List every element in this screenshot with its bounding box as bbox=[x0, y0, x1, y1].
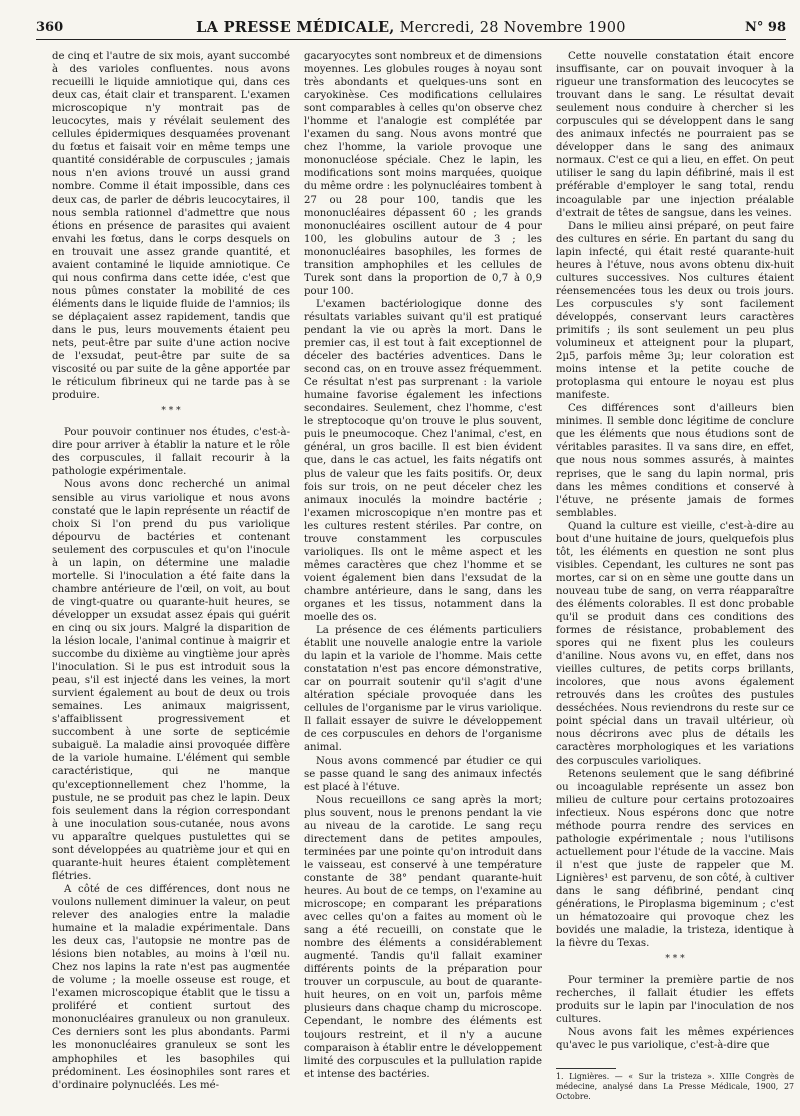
journal-title bbox=[36, 19, 786, 36]
footnote bbox=[556, 1068, 794, 1102]
page-header bbox=[36, 18, 786, 40]
paragraph: Nous avons fait les mêmes expériences qu'avec le pus variolique, c'est-à-dire que bbox=[556, 1027, 794, 1052]
paragraph: Nous avons donc recherché un animal sensible au virus variolique et nous avons constaté que le lapin représente un réactif de choix Si l'on prend du pus variolique dépourvu de bactéries et contenant seulement des corpuscules et qu'on l'inocule à un lapin, on détermine une maladie mortelle. Si l'inoculation a été faite dans la chambre antérieure de l'œil, on voit, au bout de vingt-quatre ou quarante-huit heures, se développer un exsudat assez épais qui guérit en cinq ou six jours. Malgré la disparition de la lésion locale, l'animal continue à maigrir et succombe du dixième au vingtième jour après l'inoculation. Si le pus est introduit sous la peau, s'il est injecté dans les veines, la mort survient également au bout de deux ou trois semaines. Les animaux maigrissent, s'affaiblissent progressivement et succombent à une sorte de septicémie subaiguë. La maladie ainsi provoquée diffère de la variole humaine. L'élément qui semble caractéristique, qui ne manque qu'exceptionnellement chez l'homme, la pustule, ne se produit pas chez le lapin. Deux fois seulement dans la région correspondant à une inoculation sous-cutanée, nous avons vu apparaître quelques pustulettes qui se sont développées au quatrième jour et qui en quarante-huit heures étaient complètement flétries. bbox=[52, 479, 290, 882]
paragraph: La présence de ces éléments particuliers établit une nouvelle analogie entre la variole du lapin et la variole de l'homme. Mais cette constatation n'est pas encore démonstrative, car on pourrait soutenir qu'il s'agit d'une altération spéciale provoquée dans les cellules de l'organisme par le virus variolique. Il fallait essayer de suivre le développement de ces corpuscules en dehors de l'organisme animal. bbox=[304, 625, 542, 754]
paragraph: Quand la culture est vieille, c'est-à-dire au bout d'une huitaine de jours, quelquefois plus tôt, les éléments en question ne sont plus visibles. Cependant, les cultures ne sont pas mortes, car si on en sème une goutte dans un nouveau tube de sang, on verra réapparaître des éléments colorables. Il est donc probable qu'il se produit dans ces conditions des formes de résistance, probablement des spores qui ne fixent plus les couleurs d'aniline. Nous avons vu, en effet, dans nos vieilles cultures, de petits corps brillants, incolores, que nous avons également retrouvés dans les croûtes des pustules desséchées. Nous reviendrons du reste sur ce point spécial dans un travail ultérieur, où nous décrirons avec plus de détails les caractères morphologiques et les variations des corpuscules varioliques. bbox=[556, 520, 794, 767]
paragraph: Nous recueillons ce sang après la mort; plus souvent, nous le prenons pendant la vie au niveau de la carotide. Le sang reçu directement dans de petites ampoules, terminées par une pointe qu'on introduit dans le vaisseau, est conservé à une température constante de 38° pendant quarante-huit heures. Au bout de ce temps, on l'examine au microscope; en comparant les préparations avec celles qu'on a faites au moment où le sang a été recueilli, on constate que le nombre des éléments a considérablement augmenté. Tandis qu'il fallait examiner différents points de la préparation pour trouver un corpuscule, au bout de quarante-huit heures, on en voit un, parfois même plusieurs dans chaque champ du microscope. Cependant, le nombre des éléments est toujours restreint, et il n'y a aucune comparaison à établir entre le développement limité des corpuscules et la pullulation rapide et intense des bactéries. bbox=[304, 794, 542, 1080]
column-2 bbox=[304, 50, 542, 1081]
paragraph: Nous avons commencé par étudier ce qui se passe quand le sang des animaux infectés est placé à l'étuve. bbox=[304, 755, 542, 793]
paragraph: Dans le milieu ainsi préparé, on peut faire des cultures en série. En partant du sang du lapin infecté, qui était resté quarante-huit heures à l'étuve, nous avons obtenu dix-huit cultures successives. Nos cultures étaient réensemencées tous les deux ou trois jours. Les corpuscules s'y sont facilement développés, conservant leurs caractères primitifs ; ils sont seulement un peu plus volumineux et atteignent pour la plupart, 2µ5, parfois même 3µ; leur coloration est moins intense et la petite couche de protoplasma qui entoure le noyau est plus manifeste. bbox=[556, 220, 794, 402]
footnote-text: 1. Lignières. — « Sur la tristeza ». XIIIe Congrès de médecine, analysé dans La Presse Médicale, 1900, 27 Octobre. bbox=[556, 1072, 794, 1101]
journal-name: LA PRESSE MÉDICALE, bbox=[196, 19, 395, 36]
column-3 bbox=[556, 50, 794, 1053]
section-separator: * * * bbox=[161, 406, 181, 417]
paragraph: Retenons seulement que le sang défibriné ou incoagulable représente un assez bon milieu de culture pour certains protozoaires infectieux. Nous espérons donc que notre méthode pourra rendre des services en pathologie expérimentale ; nous l'utilisons actuellement pour l'étude de la vaccine. Mais il n'est que juste de rappeler que M. Lignières¹ est parvenu, de son côté, à cultiver dans le sang défibriné, pendant cinq générations, le Piroplasma bigeminum ; c'est un hématozoaire qui provoque chez les bovidés une maladie, la tristeza, identique à la fièvre du Texas. bbox=[556, 768, 794, 950]
column-1 bbox=[52, 50, 290, 1092]
paragraph: Pour terminer la première partie de nos recherches, il fallait étudier les effets produits sur le lapin par l'inoculation de nos cultures. bbox=[556, 975, 794, 1026]
section-separator: * * * bbox=[665, 954, 685, 965]
paragraph: gacaryocytes sont nombreux et de dimensions moyennes. Les globules rouges à noyau sont très abondants et quelques-uns sont en caryokinèse. Ces modifications cellulaires sont comparables à celles qu'on observe chez l'homme et l'analogie est complétée par l'examen du sang. Nous avons montré que chez l'homme, la variole provoque une mononucléose spéciale. Chez le lapin, les modifications sont moins marquées, quoique du même ordre : les polynucléaires tombent à 27 ou 28 pour 100, tandis que les mononucléaires dépassent 60 ; les grands mononucléaires oscillent autour de 4 pour 100, les globulins autour de 3 ; les mononucléaires basophiles, les formes de transition amphophiles et les cellules de Turek sont dans la proportion de 0,7 à 0,9 pour 100. bbox=[304, 51, 542, 297]
paragraph: de cinq et l'autre de six mois, ayant succombé à des varioles confluentes. nous avons recueilli le liquide amniotique qui, dans ces deux cas, était clair et transparent. L'examen microscopique n'y montrait pas de leucocytes, mais y révélait seulement des cellules épidermiques desquamées provenant du fœtus et faisait voir en même temps une quantité considérable de corpuscules ; jamais nous n'en avions trouvé un aussi grand nombre. Comme il était impossible, dans ces deux cas, de parler de débris leucocytaires, il nous sembla rationnel d'admettre que nous étions en présence de parasites qui avaient envahi les fœtus, dans le corps desquels on en trouvait une assez grande quantité, et avaient contaminé le liquide amniotique. Ce qui nous confirma dans cette idée, c'est que nous pûmes constater la mobilité de ces éléments dans le liquide fluide de l'amnios; ils se déplaçaient assez rapidement, tandis que dans le pus, leurs mouvements étaient peu nets, peut-être par suite d'une action nocive de l'exsudat, peut-être par suite de sa viscosité ou par suite de la gêne apportée par le réticulum fibrineux qui ne tarde pas à se produire. bbox=[52, 51, 290, 402]
paragraph: L'examen bactériologique donne des résultats variables suivant qu'il est pratiqué pendant la vie ou après la mort. Dans le premier cas, il est tout à fait exceptionnel de déceler des bactéries adventices. Dans le second cas, on en trouve assez fréquemment. Ce résultat n'est pas surprenant : la variole humaine favorise également les infections secondaires. Seulement, chez l'homme, c'est le streptocoque qu'on trouve le plus souvent, puis le pneumocoque. Chez l'animal, c'est, en général, un gros bacille. Il est bien évident que, dans le cas actuel, les faits négatifs ont plus de valeur que les faits positifs. Or, deux fois sur trois, on ne peut déceler chez les animaux inoculés la moindre bactérie ; l'examen microscopique n'en montre pas et les cultures restent stériles. Par contre, on trouve constamment les corpuscules varioliques. Ils ont le même aspect et les mêmes caractères que chez l'homme et se voient également bien dans l'exsudat de la chambre antérieure, dans le sang, dans les organes et les tissus, notamment dans la moelle des os. bbox=[304, 298, 542, 624]
issue-number: N° 98 bbox=[745, 20, 786, 35]
footnote-rule bbox=[556, 1068, 616, 1069]
paragraph: Cette nouvelle constatation était encore insuffisante, car on pouvait invoquer à la rigueur une transformation des leucocytes se trouvant dans le sang. Le résultat devait seulement nous conduire à chercher si les corpuscules qui se développent dans le sang des animaux infectés ne pourraient pas se développer dans le sang des animaux normaux. C'est ce qui a lieu, en effet. On peut utiliser le sang du lapin défibriné, mais il est préférable d'employer le sang total, rendu incoagulable par une injection préalable d'extrait de têtes de sangsue, dans les veines. bbox=[556, 51, 794, 219]
page-number: 360 bbox=[36, 20, 64, 35]
paragraph: Pour pouvoir continuer nos études, c'est-à-dire pour arriver à établir la nature et le rôle des corpuscules, il fallait recourir à la pathologie expérimentale. bbox=[52, 427, 290, 478]
issue-date: Mercredi, 28 Novembre 1900 bbox=[399, 20, 626, 36]
paragraph: Ces différences sont d'ailleurs bien minimes. Il semble donc légitime de conclure que les éléments que nous étudions sont de véritables parasites. Il va sans dire, en effet, que nous nous sommes assurés, à maintes reprises, que le sang du lapin normal, pris dans les mêmes conditions et conservé à l'étuve, ne présente jamais de formes semblables. bbox=[556, 403, 794, 519]
paragraph: A côté de ces différences, dont nous ne voulons nullement diminuer la valeur, on peut relever des analogies entre la maladie humaine et la maladie expérimentale. Dans les deux cas, l'autopsie ne montre pas de lésions bien notables, au moins à l'œil nu. Chez nos lapins la rate n'est pas augmentée de volume ; la moelle osseuse est rouge, et l'examen microscopique établit que le tissu a proliféré et contient surtout des mononucléaires granuleux ou non granuleux. Ces derniers sont les plus abondants. Parmi les mononucléaires granuleux se sont les amphophiles et les basophiles qui prédominent. Les éosinophiles sont rares et d'ordinaire polynucléés. Les mé- bbox=[52, 883, 290, 1091]
